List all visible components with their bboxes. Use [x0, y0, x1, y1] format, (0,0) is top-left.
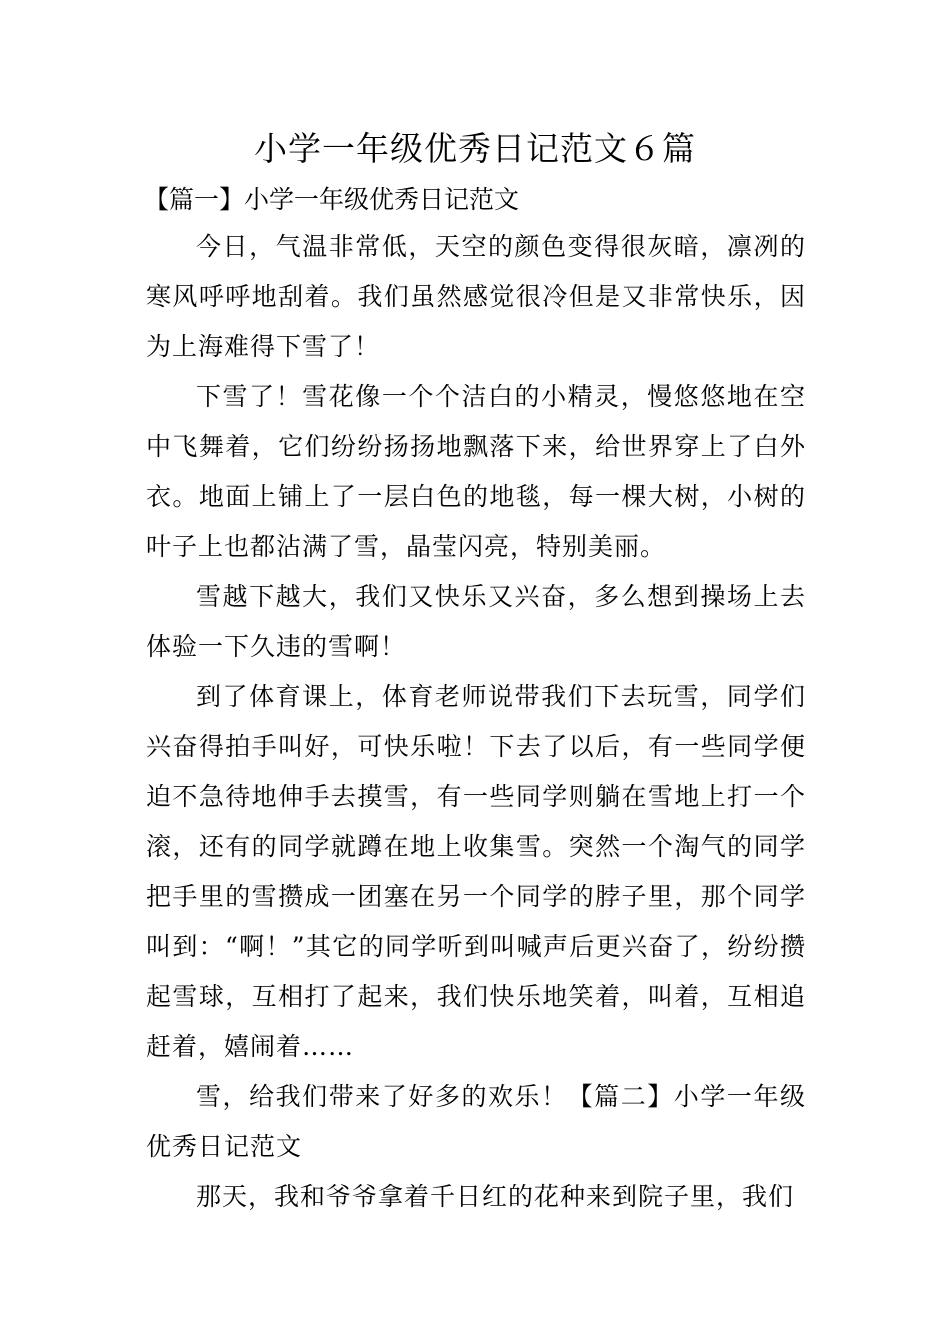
document-title: 小学一年级优秀日记范文６篇	[254, 129, 696, 168]
paragraph: 下雪了！雪花像一个个洁白的小精灵，慢悠悠地在空中飞舞着，它们纷纷扬扬地飘落下来，给世界穿上了白外衣。地面上铺上了一层白色的地毯，每一棵大树，小树的叶子上也都沾满了雪，晶莹闪亮，特别美丽。	[146, 382, 806, 561]
paragraph: 到了体育课上，体育老师说带我们下去玩雪，同学们兴奋得拍手叫好，可快乐啦！下去了以后，有一些同学便迫不急待地伸手去摸雪，有一些同学则躺在雪地上打一个滚，还有的同学就蹲在地上收集雪。突然一个淘气的同学把手里的雪攒成一团塞在另一个同学的脖子里，那个同学叫到：“啊！”其它的同学听到叫喊声后更兴奋了，纷纷攒起雪球，互相打了起来，我们快乐地笑着，叫着，互相追赶着，嬉闹着……	[146, 682, 806, 1061]
paragraph: 那天，我和爷爷拿着千日红的花种来到院子里，我们	[196, 1182, 795, 1211]
paragraph: 雪越下越大，我们又快乐又兴奋，多么想到操场上去体验一下久违的雪啊！	[146, 582, 806, 661]
paragraph: 今日，气温非常低，天空的颜色变得很灰暗，凛冽的寒风呼呼地刮着。我们虽然感觉很冷但是又非常快乐，因为上海难得下雪了！	[146, 232, 806, 361]
article-body	[146, 222, 806, 1222]
paragraph: 雪，给我们带来了好多的欢乐！【篇二】小学一年级优秀日记范文	[146, 1082, 806, 1161]
section-heading: 【篇一】小学一年级优秀日记范文	[144, 185, 520, 214]
